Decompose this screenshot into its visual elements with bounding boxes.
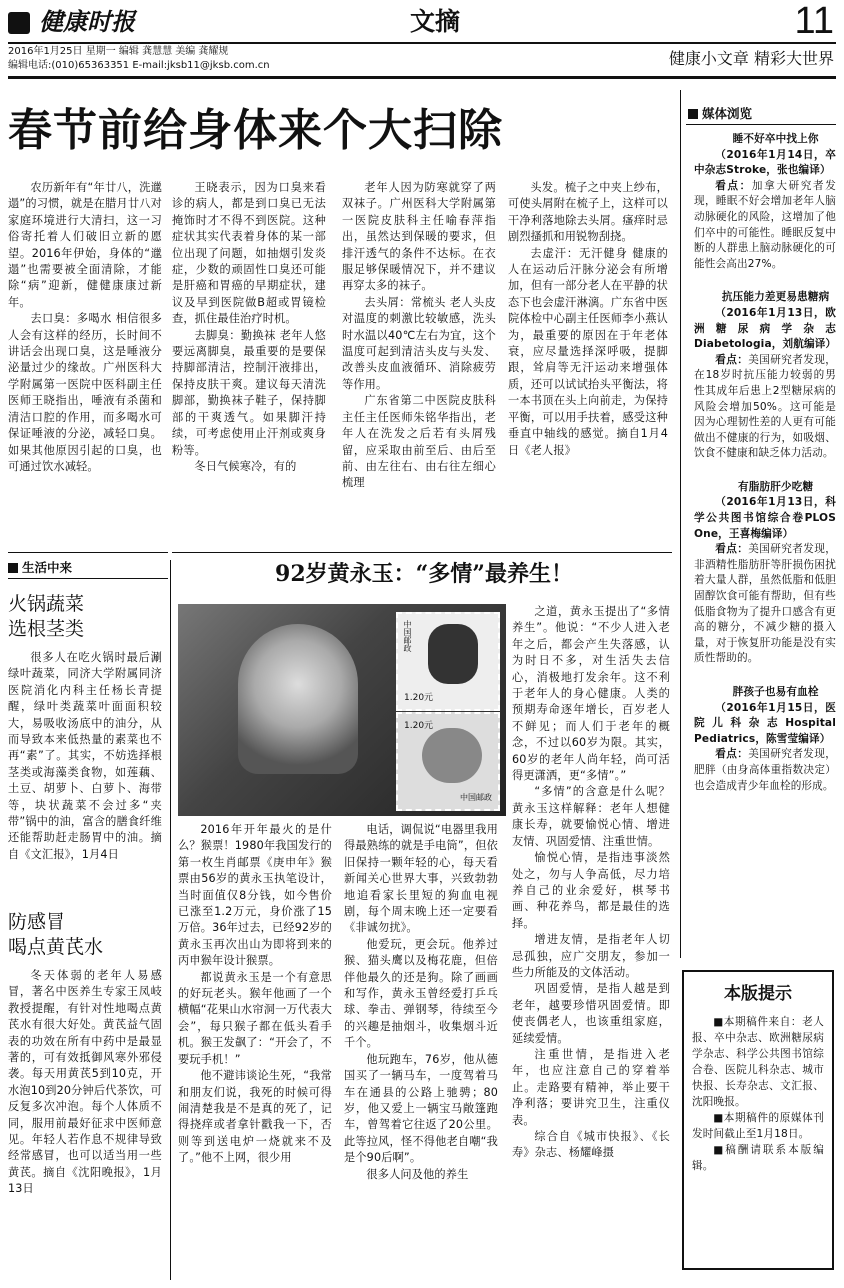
media-item-lead: 看点： (715, 543, 749, 556)
paragraph: 头发。梳子之中夹上纱布，可使头屑附在梳子上，这样可以干净利落地除去头屑。瘙痒时忌剧烈搔抓和用锐物刮挠。 (508, 181, 668, 244)
media-item (694, 685, 836, 794)
left-article2-title (8, 910, 168, 960)
stamp-label: 中国邮政 (403, 620, 412, 652)
paragraph: 王晓表示，因为口臭来看诊的病人，都是到口臭已无法掩饰时才不得不到医院。这种症状其实代表着身体的某一部位出现了问题，如抽烟引发炎症，少数的顽固性口臭还可能是肝癌和胃癌的早期症状，建议及早到医院做B超或胃镜检查，抓住最佳治疗时机。 (172, 181, 326, 326)
media-item-body (694, 747, 836, 794)
left-article2-body (8, 968, 162, 1198)
paragraph: 广东省第二中医院皮肤科主任主任医师朱铭华指出，老年人在洗发之后若有头屑残留，应采取由前至后、由后至前、由左往右、由右往左细心梳理 (342, 394, 496, 490)
huang-article-col3 (512, 604, 670, 1162)
paragraph: 之道，黄永玉提出了“多情养生”。他说：“不少人进入老年之后，都会产生失落感，认为时日不多，对生活失去信心，消极地打发余年。这不利于老年人的身心健康。人类的预期寿命逐年增长，百岁老人不鲜见；而人们于老年的概念，不过以60岁为限。其实，60岁的老年人尚年轻，尚可活得更潇洒，更“多情”。” (512, 605, 670, 783)
media-item-source: （2016年1月14日，卒中杂志Stroke，张也编译） (694, 148, 836, 177)
title-line: 选根茎类 (8, 618, 85, 640)
notice-item: ■本期稿件的原媒体刊发时间截止至1月18日。 (692, 1112, 824, 1140)
media-item-title: 有脂肪肝少吃糖 (737, 480, 814, 493)
paragraph: 冬日气候寒冷，有的 (194, 459, 297, 473)
paragraph: 很多人在吃火锅时最后涮绿叶蔬菜，同济大学附属同济医院消化内科主任杨长青提醒，绿叶类蔬菜叶面面积较大，易吸收汤底中的油分，从而导致本来低热量的素菜也不再“素”了。其实，不妨选择根茎类或海藻类食物，如莲藕、土豆、胡萝卜、白萝卜、海带等，块状蔬菜不会过多“夹带”锅中的油，富含的膳食纤维还能帮助赶走肠胃中的油。摘自《文汇报》，1月4日 (8, 651, 162, 861)
media-item-title: 胖孩子也易有血栓 (732, 686, 819, 698)
square-bullet-icon: ■ (713, 1144, 726, 1156)
paragraph: 综合自《城市快报》、《长寿》杂志、杨耀峰摄 (512, 1130, 670, 1160)
media-item-body-text: 加拿大研究者发现，睡眠不好会增加老年人脑动脉硬化的风险，这增加了他们卒中的可能性。睡眠反复中断的人群患上脑动脉硬化的可能性会高出27%。 (694, 179, 836, 270)
media-item-title: 抗压能力差更易患糖病 (721, 291, 830, 304)
paragraph: 2016年开年最火的是什么？猴票！1980年我国发行的第一枚生肖邮票《庚申年》猴票由56岁的黄永玉执笔设计，当时面值仅8分钱，如今售价已涨至1.2万元，身价涨了15万倍。36年过去，已经92岁的黄永玉再次出山为即将到来的丙申猴年设计猴票。 (178, 823, 332, 968)
media-item (694, 132, 836, 272)
main-article-col2 (172, 180, 326, 475)
paragraph: 他爱玩，更会玩。他养过猴、猫头鹰以及梅花鹿，但倍伴他最久的还是狗。除了画画和写作，黄永玉曾经爱打乒乓球、拳击、弹钢琴，待续至今的兴趣是抽烟斗，收集烟斗近千个。 (344, 937, 498, 1050)
square-bullet-icon: ■ (713, 1016, 724, 1028)
square-bullet-icon (688, 109, 698, 119)
date-line: 2016年1月25日 星期一 编辑 龚慧慧 美编 龚耀规 (8, 46, 229, 57)
stamp-2 (396, 712, 500, 811)
media-item-lead: 看点： (715, 179, 752, 192)
notice-item: ■稿酬请联系本版编辑。 (692, 1144, 824, 1172)
paragraph: 电话，调侃说“电器里我用得最熟练的就是手电筒”，但依旧保持一颗年轻的心，每天看新闻关心世界大事，兴致勃勃地追看家长里短的狗血电视剧，每个周末晚上还一定要看《非诚勿扰》。 (344, 823, 498, 935)
right-section-label (688, 104, 838, 122)
title-line: 喝点黄芪水 (8, 936, 104, 958)
section-label-text: 媒体浏览 (702, 106, 753, 121)
left-section-label (8, 558, 168, 576)
square-bullet-icon: ■ (713, 1112, 724, 1124)
media-item-lead: 看点： (715, 748, 749, 761)
stamp-monkey-icon (428, 624, 478, 684)
media-item-body (694, 542, 836, 667)
stamp-monkey-icon (422, 728, 482, 783)
media-item-title: 睡不好卒中找上你 (732, 133, 819, 145)
stamp-label: 中国邮政 (460, 793, 492, 802)
media-item (694, 290, 836, 462)
paragraph: 很多人问及他的养生 (366, 1167, 469, 1181)
main-article-title: 春节前给身体来个大扫除 (8, 105, 503, 156)
media-items (694, 132, 836, 794)
huang-article-title: 92岁黄永玉：“多情”最养生！ (275, 561, 573, 587)
section-label-text: 生活中来 (22, 560, 73, 575)
paragraph: 去口臭：多喝水 相信很多人会有这样的经历，长时间不讲话会出现口臭，这是唾液分泌量过少的缘故。广州医科大学附属第一医院中医科副主任医师王晓指出，唾液有杀菌和清洁口腔的作用，而多喝水可保证唾液的分泌，减轻口臭。如果其他原因引起的口臭，也可通过饮水减轻。 (8, 312, 162, 473)
media-item-lead: 看点： (715, 353, 749, 366)
contact-line: 编辑电话:(010)65363351 E-mail:jksb11@jksb.com.cn (8, 60, 270, 71)
slogan: 健康小文章 精彩大世界 (668, 49, 834, 68)
notice-title: 本版提示 (724, 984, 792, 1004)
media-item-source: （2016年1月13日，欧洲糖尿病学杂志Diabetologia，刘航编译） (694, 306, 837, 351)
title-line: 火锅蔬菜 (8, 593, 85, 615)
notice-box (682, 970, 834, 1270)
title-line: 防感冒 (8, 911, 66, 933)
left-article1-body (8, 650, 162, 863)
main-article-col4 (508, 180, 668, 459)
paragraph: 他玩跑车，76岁，他从德国买了一辆马车，一度驾着马车在通县的公路上驰骋；80岁，他又爱上一辆宝马敞篷跑车，曾驾着它往返了20公里。此等拉风，怪不得他老自嘲“我是个90后啊”。 (344, 1052, 498, 1165)
stamp-value: 1.20元 (404, 721, 434, 731)
paragraph: 巩固爱情，是指人越是到老年，越要珍惜巩固爱情。即使丧偶老人，也该重组家庭，延续爱情。 (512, 982, 670, 1045)
section-title: 文摘 (409, 7, 460, 36)
media-item (694, 480, 836, 667)
media-item-body (694, 179, 836, 273)
paragraph: 都说黄永玉是一个有意思的好玩老头。猴年他画了一个横幅“花果山水帘洞一万代表大会”，每只猴子都在低头看手机。猴王发飙了：“开会了，不要玩手机！” (178, 970, 332, 1066)
masthead (8, 2, 168, 34)
paragraph: 他不避讳谈论生死，“我常和朋友们说，我死的时候可得闹清楚我是不是真的死了，记得挠痒或者拿针戳我一下，否则等到送电炉一烧就来不及了。”他不上网，很少用 (178, 1069, 332, 1165)
media-item-body-text: 美国研究者发现，非酒精性脂肪肝等肝损伤困扰着大量人群，虽然低脂和低胆固醇饮食可能有帮助，但有些低脂食物为了提升口感含有更高的糖分，不减少糖的摄入量，对于恢复肝功能是没有实质性帮助的。 (694, 543, 837, 665)
main-article-col1 (8, 180, 162, 475)
paragraph: 农历新年有“年廿八，洗邋遢”的习惯，就是在腊月廿八对家庭环境进行大清扫，这一习俗寄托着人们破旧立新的愿望。2016年伊始，身体的“邋遢”也需要被全面清除，才能除“病”迎新，健健康康过新年。 (8, 181, 162, 309)
paragraph: 去头屑：常梳头 老人头皮对温度的刺激比较敏感，洗头时水温以40℃左右为宜，这个温度可起到清洁头皮与头发、改善头皮血液循环、消除疲劳等作用。 (342, 295, 496, 391)
media-item-source: （2016年1月15日，医院儿科杂志Hospital Pediatrics，陈雪莹编译） (694, 701, 836, 745)
paragraph: 注重世情，是指进入老年，也应注意自己的穿着举止。走路要有精神，举止要干净利落；要讲究卫生，注重仪表。 (512, 1047, 670, 1127)
left-article1-title (8, 592, 168, 642)
huang-article-col2 (344, 822, 498, 1183)
media-item-body-text: 美国研究者发现，肥胖（由身高体重指数决定）也会造成青少年血栓的形成。 (694, 748, 837, 792)
paragraph: 去脚臭：勤换袜 老年人悠要远离脚臭，最重要的是要保持脚部清洁，控制汗液排出，保持皮肤干爽。建议每天清洗脚部，勤换袜子鞋子，保持脚部的干爽透气。如果脚汗持续，可考虑使用止汗剂或爽身粉等。 (172, 328, 326, 457)
paragraph: 去虚汗：无汗健身 健康的人在运动后汗脉分泌会有所增加，但有一部分老人在平静的状态下也会虚汗淋漓。广东省中医院体检中心副主任医师李小燕认为，最重要的原因在于年老体衰，应尽量选择深呼吸，提脚跟，耸肩等无汗运动来增强体质，还可以试试抬头平衡法，将一本书顶在头上向前走，为保持平衡，可以用手扶着，感受这种垂直中轴线的感觉。摘自1月4日《老人报》 (508, 246, 668, 457)
media-item-body-text: 美国研究者发现，在18岁时抗压能力较弱的男性其成年后患上2型糖尿病的风险会增加50%。这可能是因为心理韧性差的人更有可能做出不健康的行为，如吸烟、饮食不健康和缺乏体力活动。 (694, 353, 837, 460)
media-item-body (694, 353, 836, 462)
masthead-title: 健康时报 (39, 7, 136, 36)
masthead-logo-icon (8, 12, 30, 34)
huang-photo (178, 604, 506, 816)
square-bullet-icon (8, 563, 18, 573)
paragraph: 冬天体弱的老年人易感冒，著名中医养生专家王凤岐教授提醒，有针对性地喝点黄芪水有很大好处。黄芪益气固表的功效在所有中药中是最显著的，可有效抵御风寒外邪侵袭。每天用黄芪5到10克，开水泡10到20分钟后代茶饮，可反复多次冲泡。每个人体质不同，服用前最好征求中医师意见。年轻人若作息不规律导致经常感冒，也可以适当用一些黄芪。摘自《沈阳晚报》，1月13日 (8, 969, 162, 1196)
portrait-placeholder-icon (238, 624, 358, 774)
stamp-value: 1.20元 (404, 693, 434, 703)
paragraph: 老年人因为防寒就穿了两双袜子。广州医科大学附属第一医院皮肤科主任喻春萍指出，虽然达到保暖的要求，但排汗透气的条件不达标。在衣服足够保暖情况下，并不建议再穿太多的袜子。 (342, 181, 496, 293)
huang-article-col1 (178, 822, 332, 1167)
paragraph: 愉悦心情，是指违事淡然处之，勿与人争高低，尽力培养自己的业余爱好，棋琴书画、种花养鸟，都是最佳的选择。 (512, 851, 670, 930)
page-number: 11 (794, 0, 834, 42)
main-article-col3 (342, 180, 496, 492)
stamp-1 (396, 612, 500, 711)
paragraph: “多情”的含意是什么呢？黄永玉这样解释：老年人想健康长寿，就要愉悦心情、增进友情、巩固爱情、注重世情。 (512, 785, 670, 848)
notice-item: ■本期稿件来自：老人报、卒中杂志、欧洲糖尿病学杂志、科学公共图书馆综合卷、医院儿科杂志、城市快报、长寿杂志、文汇报、沈阳晚报。 (692, 1016, 824, 1108)
media-item-source: （2016年1月13日，科学公共图书馆综合卷PLOS One，王喜梅编译） (694, 496, 836, 540)
paragraph: 增进友情，是指老年人切忌孤独，应广交朋友，参加一些力所能及的文体活动。 (512, 933, 670, 979)
